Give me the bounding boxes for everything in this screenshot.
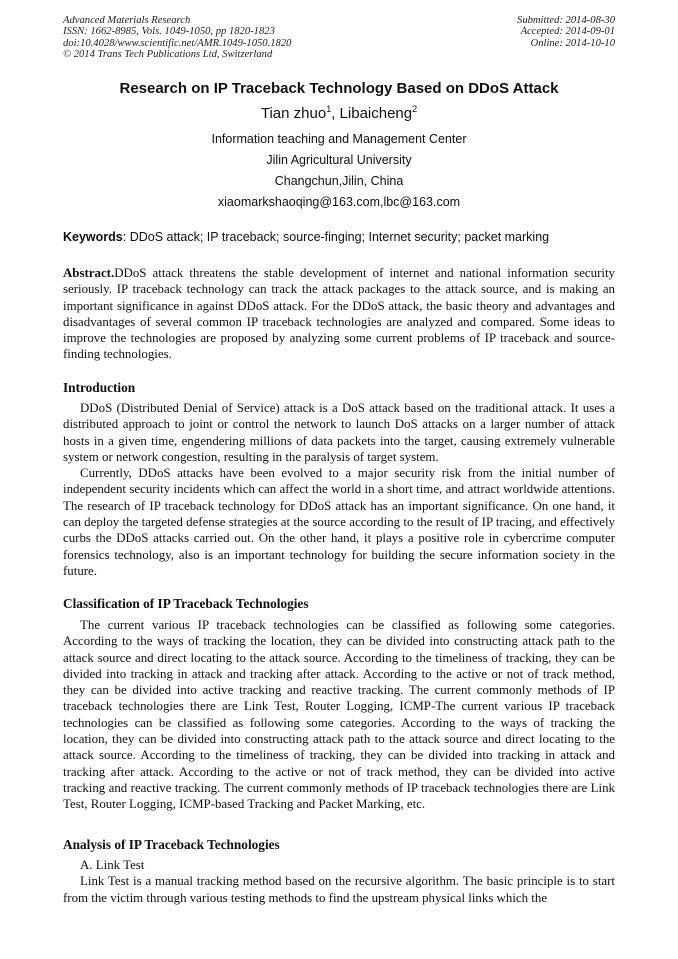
author-1-affil-mark: 1 [326,104,332,114]
classification-body [63,617,615,813]
paragraph: The current various IP traceback technologies can be classified as following some categories. According to the ways of tracking the location, they can be divided into constructing attack path to the attack source and direct locating to the attack source. According to the timeliness of tracking, they can be divided into tracking in attack and tracking after attack. According to the active or not of track method, they can be divided into active tracking and reactive tracking. The current commonly methods of IP traceback technologies there are Link Test, Router Logging, ICMP-The current various IP traceback technologies can be classified as following some categories. According to the ways of tracking the location, they can be divided into constructing attack path to the attack source and direct locating to the attack source. According to the timeliness of tracking, they can be divided into tracking in attack and tracking after attack. According to the active or not of track method, they can be divided into active tracking and reactive tracking. The current commonly methods of IP traceback technologies there are Link Test, Router Logging, ICMP-based Tracking and Packet Marking, etc. [63,618,615,812]
journal-info [63,15,291,61]
submission-dates [517,15,615,49]
paragraph: DDoS (Distributed Denial of Service) attack is a DoS attack based on the traditional attack. It uses a distributed approach to joint or control the network to launch DoS attacks on a larger number of attack hosts in a given time, engendering millions of data packets into the target, causing extremely vulnerable system or network congestion, resulting in the paralysis of target system. [63,401,615,464]
affiliation-line: Information teaching and Management Center [211,132,467,146]
section-heading-introduction: Introduction [63,380,136,395]
subsection-heading: A. Link Test [80,858,145,872]
affiliation-line: Changchun,Jilin, China [274,174,404,188]
author-2: Libaicheng [339,105,413,122]
keywords [63,230,615,244]
online-date: Online: 2014-10-10 [530,37,615,49]
section-heading-classification: Classification of IP Traceback Technologies [63,596,309,611]
abstract-label: Abstract. [63,266,115,280]
authors [0,104,678,122]
paragraph: Link Test is a manual tracking method based on the recursive algorithm. The basic principle is to start from the victim through various testing methods to find the upstream physical links which the [63,874,615,905]
doi-line: doi:10.4028/www.scientific.net/AMR.1049-1050.1820 [63,37,292,49]
copyright-line: © 2014 Trans Tech Publications Ltd, Switzerland [63,49,273,61]
author-separator: , [331,105,340,122]
keywords-text: : DDoS attack; IP traceback; source-finging; Internet security; packet marking [122,230,550,244]
submitted-date: Submitted: 2014-08-30 [517,15,615,26]
abstract-text: DDoS attack threatens the stable development of internet and national information security seriously. IP traceback technology can track the attack packages to the attack source, and is making an important significance in against DDoS attack. For the DDoS attack, the basic theory and advantages and disadvantages of several common IP traceback technologies are analyzed and compared. Some ideas to improve the technologies are proposed by analyzing some current problems of IP traceback and source-finding technologies. [63,266,615,362]
author-1: Tian zhuo [260,105,327,122]
paper-title: Research on IP Traceback Technology Based on DDoS Attack [119,80,559,97]
author-2-affil-mark: 2 [412,104,418,114]
analysis-body [63,857,615,906]
paragraph: Currently, DDoS attacks have been evolved to a major security risk from the initial number of independent security incidents which can affect the world in a short time, and attract worldwide attentions. The research of IP traceback technology for DDoS attack has an important significance. On one hand, it can deploy the targeted defense strategies at the source according to the result of IP tracing, and effectively curbs the DDoS attacks carried out. On the other hand, it plays a positive role in cybercrime computer forensics technology, also is an important technology for building the secure information society in the future. [63,466,615,578]
keywords-label: Keywords [63,230,123,244]
author-emails: xiaomarkshaoqing@163.com,lbc@163.com [217,195,461,209]
abstract [63,265,615,363]
introduction-body [63,400,615,579]
journal-name: Advanced Materials Research [63,15,191,26]
issn-line: ISSN: 1662-8985, Vols. 1049-1050, pp 1820-1823 [63,26,275,38]
affiliation-line: Jilin Agricultural University [266,153,412,167]
section-heading-analysis: Analysis of IP Traceback Technologies [63,837,280,852]
accepted-date: Accepted: 2014-09-01 [520,26,615,38]
